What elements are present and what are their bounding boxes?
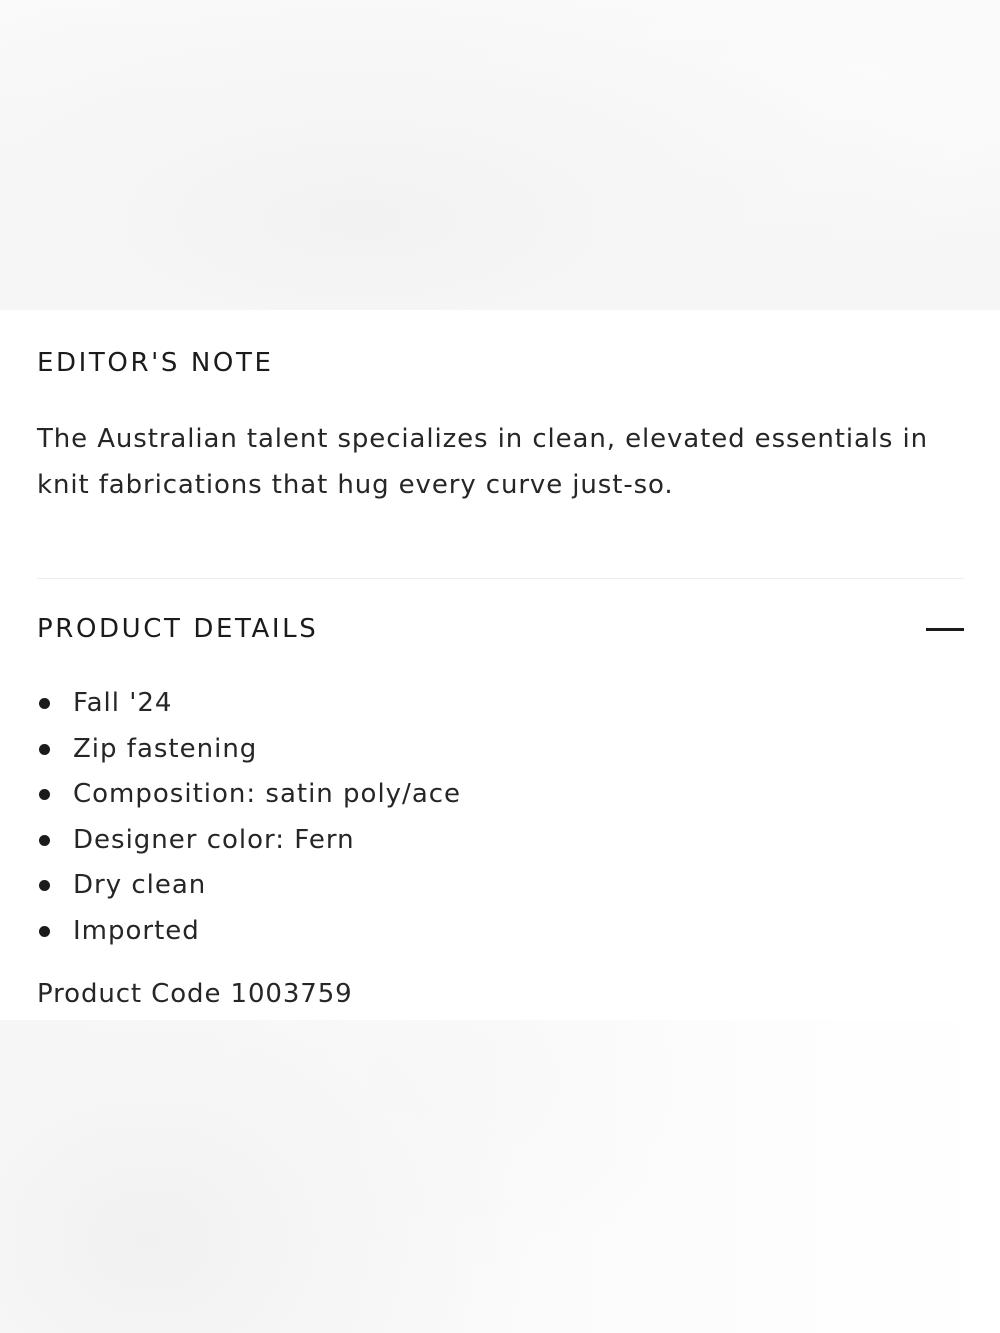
- product-details-heading: PRODUCT DETAILS: [37, 614, 319, 644]
- product-details-toggle[interactable]: [37, 614, 964, 646]
- bullet-icon: [39, 789, 50, 800]
- detail-text: Fall '24: [73, 688, 173, 718]
- detail-text: Designer color: Fern: [73, 824, 355, 855]
- list-item: [37, 817, 461, 863]
- list-item: [37, 908, 461, 954]
- bullet-icon: [39, 835, 50, 846]
- detail-text: Zip fastening: [73, 733, 258, 764]
- list-item: [37, 771, 461, 817]
- list-item: [37, 726, 461, 772]
- detail-text: Dry clean: [73, 870, 207, 900]
- product-image-bottom: [0, 1020, 1000, 1333]
- product-code: Product Code 1003759: [37, 979, 353, 1009]
- product-details-list: [37, 680, 461, 953]
- minus-icon[interactable]: [926, 628, 964, 631]
- detail-text: Imported: [73, 915, 200, 946]
- bullet-icon: [39, 744, 50, 755]
- detail-text: Composition: satin poly/ace: [73, 779, 462, 809]
- editors-note-heading: EDITOR'S NOTE: [37, 348, 274, 378]
- editors-note-body: The Australian talent specializes in clean, elevated essentials in knit fabrications that hug every curve just-so.: [37, 424, 929, 500]
- bullet-icon: [39, 926, 50, 937]
- section-divider: [37, 578, 964, 579]
- list-item: [37, 680, 461, 726]
- bullet-icon: [39, 880, 50, 891]
- bullet-icon: [39, 698, 50, 709]
- list-item: [37, 862, 461, 908]
- product-image-top: [0, 0, 1000, 310]
